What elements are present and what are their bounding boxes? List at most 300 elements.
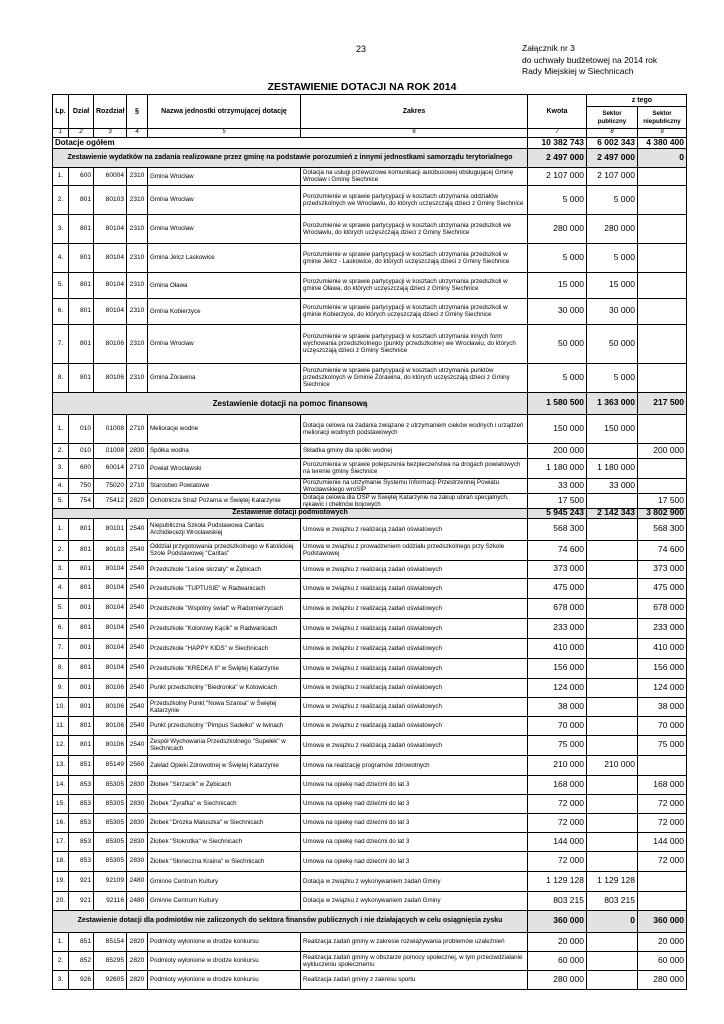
row-nonpublic	[638, 755, 687, 775]
row-rozdzial: 60004	[94, 167, 127, 185]
table-row	[53, 735, 687, 755]
row-public	[587, 775, 638, 794]
table-row	[53, 324, 687, 363]
row-kwota: 33 000	[528, 478, 587, 493]
row-paragraph: 2540	[127, 678, 148, 697]
row-lp: 6.	[53, 618, 69, 638]
table-row	[53, 518, 687, 540]
row-name: Punkt przedszkolny "Pimpuś Sadełko" w Iwinach	[148, 716, 301, 735]
row-kwota: 17 500	[528, 493, 587, 508]
row-dzial: 010	[69, 414, 94, 443]
header-zakres: Zakres	[301, 95, 528, 129]
row-nonpublic	[638, 324, 687, 363]
table-row	[53, 185, 687, 214]
row-dzial: 801	[69, 716, 94, 735]
total-kwota: 10 382 743	[528, 137, 587, 148]
row-rozdzial: 85305	[94, 832, 127, 851]
table-row	[53, 891, 687, 910]
row-lp: 1.	[53, 518, 69, 540]
row-public: 2 107 000	[587, 167, 638, 185]
row-lp: 4.	[53, 478, 69, 493]
row-dzial: 600	[69, 458, 94, 478]
section-public: 0	[587, 910, 638, 932]
section-nonpublic: 217 500	[638, 392, 687, 414]
table-row	[53, 363, 687, 392]
header-rozdzial: Rozdział	[94, 95, 127, 129]
row-kwota: 1 180 000	[528, 458, 587, 478]
row-paragraph: 2710	[127, 458, 148, 478]
row-dzial: 801	[69, 678, 94, 697]
page-number: 23	[356, 44, 367, 54]
table-row	[53, 560, 687, 578]
row-kwota: 50 000	[528, 324, 587, 363]
header-dzial: Dział	[69, 95, 94, 129]
row-lp: 20.	[53, 891, 69, 910]
column-number: 5	[148, 129, 301, 138]
table-row	[53, 478, 687, 493]
row-paragraph: 2560	[127, 755, 148, 775]
row-public	[587, 951, 638, 970]
row-zakres: Umowa w związku z realizacją zadań oświatowych	[301, 658, 528, 678]
row-name: Żłobek "Stokrotka" w Siechnicach	[148, 832, 301, 851]
row-nonpublic	[638, 243, 687, 272]
row-lp: 4.	[53, 578, 69, 598]
row-rozdzial: 85305	[94, 813, 127, 832]
row-rozdzial: 80106	[94, 735, 127, 755]
row-paragraph: 2540	[127, 578, 148, 598]
row-public: 280 000	[587, 214, 638, 243]
header-nonpublic: Sektor niepubliczny	[638, 107, 687, 129]
table-row	[53, 578, 687, 598]
row-name: Gmina Oława	[148, 272, 301, 298]
row-paragraph: 2830	[127, 443, 148, 458]
row-kwota: 410 000	[528, 638, 587, 658]
table-row	[53, 794, 687, 813]
row-name: Przedszkole "TUPTUSIE" w Radwanicach	[148, 578, 301, 598]
row-lp: 3.	[53, 458, 69, 478]
row-lp: 17.	[53, 832, 69, 851]
row-name: Przedszkolny Punkt "Nowa Szansa" w Świętej Katarzynie	[148, 697, 301, 716]
row-nonpublic: 144 000	[638, 832, 687, 851]
row-paragraph: 2820	[127, 951, 148, 970]
row-kwota: 30 000	[528, 298, 587, 324]
row-kwota: 210 000	[528, 755, 587, 775]
table-row	[53, 540, 687, 560]
attachment-note	[522, 43, 657, 78]
row-zakres: Porozumienie w sprawie partycypacji w kosztach utrzymania oddziałów przedszkolnych we Wrocławiu, do których uczęszczają dzieci z Gminy Siechnice	[301, 185, 528, 214]
row-name: Podmioty wyłonione w drodze konkursu	[148, 970, 301, 989]
total-nonpublic: 4 380 400	[638, 137, 687, 148]
table-row	[53, 813, 687, 832]
row-rozdzial: 85154	[94, 932, 127, 951]
row-kwota: 803 215	[528, 891, 587, 910]
header-lp: Lp.	[53, 95, 69, 129]
row-zakres: Umowa w związku z realizacją zadań oświatowych	[301, 578, 528, 598]
row-rozdzial: 80104	[94, 243, 127, 272]
section-kwota: 1 580 500	[528, 392, 587, 414]
row-zakres: Dotacja w związku z wykonywaniem zadań Gminy	[301, 891, 528, 910]
table-row	[53, 414, 687, 443]
header-name: Nazwa jednostki otrzymującej dotację	[148, 95, 301, 129]
row-lp: 18.	[53, 851, 69, 871]
row-zakres: Porozumienie w sprawie partycypacji w kosztach utrzymania przedszkoli w gminie Kobierzyce, do których uczęszczają dzieci z Gminy Siechnice	[301, 298, 528, 324]
row-public: 210 000	[587, 755, 638, 775]
row-dzial: 801	[69, 298, 94, 324]
row-zakres: Porozumienie na utrzymanie Systemu Informacji Przestrzennej Powiatu Wrocławskiego wroSIP	[301, 478, 528, 493]
table-row	[53, 851, 687, 871]
row-kwota: 72 000	[528, 851, 587, 871]
row-public	[587, 794, 638, 813]
row-rozdzial: 80106	[94, 716, 127, 735]
row-kwota: 60 000	[528, 951, 587, 970]
row-public: 15 000	[587, 272, 638, 298]
row-lp: 16.	[53, 813, 69, 832]
subsidy-table	[52, 94, 687, 990]
row-zakres: Umowa w związku z realizacją zadań oświatowych	[301, 598, 528, 618]
row-nonpublic: 373 000	[638, 560, 687, 578]
row-public: 30 000	[587, 298, 638, 324]
row-dzial: 600	[69, 167, 94, 185]
row-rozdzial: 80104	[94, 658, 127, 678]
row-public: 150 000	[587, 414, 638, 443]
row-nonpublic	[638, 891, 687, 910]
row-kwota: 5 000	[528, 185, 587, 214]
row-nonpublic: 475 000	[638, 578, 687, 598]
row-name: Przedszkole "Kolorowy Kącik" w Radwanicach	[148, 618, 301, 638]
row-zakres: Umowa na opiekę nad dziećmi do lat 3	[301, 794, 528, 813]
row-nonpublic: 70 000	[638, 716, 687, 735]
row-dzial: 801	[69, 618, 94, 638]
row-kwota: 475 000	[528, 578, 587, 598]
row-public	[587, 618, 638, 638]
row-rozdzial: 75020	[94, 478, 127, 493]
column-number: 7	[528, 129, 587, 138]
row-name: Gmina Wrocław	[148, 324, 301, 363]
table-row	[53, 932, 687, 951]
row-rozdzial: 80106	[94, 324, 127, 363]
row-kwota: 144 000	[528, 832, 587, 851]
row-rozdzial: 80106	[94, 697, 127, 716]
row-lp: 5.	[53, 272, 69, 298]
row-dzial: 754	[69, 493, 94, 508]
column-number: 6	[301, 129, 528, 138]
row-nonpublic: 233 000	[638, 618, 687, 638]
row-public	[587, 638, 638, 658]
row-public: 33 000	[587, 478, 638, 493]
row-zakres: Dotacja na usługi przewozowe komunikacji autobusowej obsługującej Gminę Wrocław i Gminę Siechnice	[301, 167, 528, 185]
row-paragraph: 2540	[127, 697, 148, 716]
row-name: Starostwo Powiatowe	[148, 478, 301, 493]
row-zakres: Umowa w związku z prowadzeniem oddziału przedszkolnego przy Szkole Podstawowej	[301, 540, 528, 560]
row-name: Zespół Wychowania Przedszkolnego "Supełek" w Siechnicach	[148, 735, 301, 755]
row-lp: 11.	[53, 716, 69, 735]
row-kwota: 373 000	[528, 560, 587, 578]
row-kwota: 200 000	[528, 443, 587, 458]
row-rozdzial: 85149	[94, 755, 127, 775]
row-kwota: 74 600	[528, 540, 587, 560]
table-row	[53, 243, 687, 272]
row-public	[587, 658, 638, 678]
row-rozdzial: 80104	[94, 598, 127, 618]
section-title: Zestawienie dotacji na pomoc finansową	[53, 392, 528, 414]
section-public: 1 363 000	[587, 392, 638, 414]
row-nonpublic: 156 000	[638, 658, 687, 678]
row-zakres: Umowa na opiekę nad dziećmi do lat 3	[301, 851, 528, 871]
row-lp: 3.	[53, 214, 69, 243]
row-dzial: 801	[69, 272, 94, 298]
row-dzial: 801	[69, 735, 94, 755]
row-lp: 13.	[53, 755, 69, 775]
row-public	[587, 697, 638, 716]
row-name: Spółka wodna	[148, 443, 301, 458]
row-zakres: Porozumienie w sprawie partycypacji w kosztach utrzymania punktów przedszkolnych w Gminie Żórawina, do których uczęszczają dzieci z Gminy Siechnice	[301, 363, 528, 392]
row-kwota: 75 000	[528, 735, 587, 755]
row-paragraph: 2540	[127, 560, 148, 578]
row-paragraph: 2820	[127, 493, 148, 508]
row-nonpublic: 38 000	[638, 697, 687, 716]
row-paragraph: 2540	[127, 540, 148, 560]
section-public: 2 142 343	[587, 508, 638, 518]
row-name: Przedszkole "HAPPY KIDS" w Siechnicach	[148, 638, 301, 658]
header-kwota: Kwota	[528, 95, 587, 129]
table-row	[53, 970, 687, 989]
row-nonpublic: 168 000	[638, 775, 687, 794]
row-name: Powiat Wrocławski	[148, 458, 301, 478]
row-dzial: 801	[69, 658, 94, 678]
row-public	[587, 716, 638, 735]
header-paragraph: §	[127, 95, 148, 129]
row-name: Przedszkole "Leśne skrzaty" w Żębicach	[148, 560, 301, 578]
row-rozdzial: 80104	[94, 638, 127, 658]
row-zakres: Umowa na realizację programów zdrowotnych	[301, 755, 528, 775]
row-kwota: 1 129 128	[528, 871, 587, 891]
row-nonpublic: 568 300	[638, 518, 687, 540]
attachment-line: Rady Miejskiej w Siechnicach	[522, 66, 634, 76]
header-public: Sektor publiczny	[587, 107, 638, 129]
row-lp: 4.	[53, 243, 69, 272]
row-lp: 3.	[53, 970, 69, 989]
table-row	[53, 697, 687, 716]
row-kwota: 168 000	[528, 775, 587, 794]
row-dzial: 853	[69, 851, 94, 871]
row-name: Niepubliczna Szkoła Podstawowa Caritas Archidiecezji Wrocławskiej	[148, 518, 301, 540]
row-lp: 5.	[53, 493, 69, 508]
row-nonpublic: 280 000	[638, 970, 687, 989]
row-nonpublic	[638, 272, 687, 298]
table-row	[53, 716, 687, 735]
row-public	[587, 678, 638, 697]
row-rozdzial: 80104	[94, 298, 127, 324]
row-lp: 14.	[53, 775, 69, 794]
row-lp: 2.	[53, 540, 69, 560]
column-number: 2	[69, 129, 94, 138]
row-rozdzial: 60014	[94, 458, 127, 478]
row-nonpublic: 75 000	[638, 735, 687, 755]
row-nonpublic: 200 000	[638, 443, 687, 458]
row-dzial: 851	[69, 932, 94, 951]
section-kwota: 360 000	[528, 910, 587, 932]
row-nonpublic: 72 000	[638, 813, 687, 832]
row-public: 1 129 128	[587, 871, 638, 891]
row-dzial: 801	[69, 243, 94, 272]
row-dzial: 853	[69, 775, 94, 794]
row-rozdzial: 85305	[94, 851, 127, 871]
section-header-row	[53, 910, 687, 932]
row-lp: 8.	[53, 658, 69, 678]
row-kwota: 150 000	[528, 414, 587, 443]
column-number: 9	[638, 129, 687, 138]
row-rozdzial: 80104	[94, 272, 127, 298]
section-nonpublic: 3 802 900	[638, 508, 687, 518]
table-row	[53, 755, 687, 775]
row-lp: 7.	[53, 638, 69, 658]
row-name: Gmina Kobierzyce	[148, 298, 301, 324]
row-public: 5 000	[587, 363, 638, 392]
row-zakres: Umowa na opiekę nad dziećmi do lat 3	[301, 775, 528, 794]
row-rozdzial: 80104	[94, 560, 127, 578]
row-zakres: Realizacja zadań gminy w obszarze pomocy społecznej, w tym przeciwdziałanie wykluczeniu społecznemu	[301, 951, 528, 970]
row-dzial: 853	[69, 794, 94, 813]
row-zakres: Dotacja celowa dla OSP w Świętej Katarzynie na zakup ubrań specjalnych, rękawic i chełmów bojowych	[301, 493, 528, 508]
table-row	[53, 458, 687, 478]
column-number: 4	[127, 129, 148, 138]
row-zakres: Składka gminy dla spółki wodnej	[301, 443, 528, 458]
row-rozdzial: 80104	[94, 578, 127, 598]
row-zakres: Porozumienie w sprawie partycypacji w kosztach utrzymania przedszkoli we Wrocławiu, do których uczęszczają dzieci z Gminy Siechnice	[301, 214, 528, 243]
row-name: Gmina Żórawina	[148, 363, 301, 392]
row-paragraph: 2540	[127, 716, 148, 735]
row-lp: 1.	[53, 932, 69, 951]
row-zakres: Porozumienie w sprawie partycypacji w kosztach utrzymania przedszkoli w gminie Oława, do których uczęszczają dzieci z Gminy Siechnice	[301, 272, 528, 298]
row-paragraph: 2540	[127, 598, 148, 618]
row-public: 1 180 000	[587, 458, 638, 478]
row-nonpublic	[638, 214, 687, 243]
row-nonpublic: 60 000	[638, 951, 687, 970]
row-name: Gmina Wrocław	[148, 214, 301, 243]
row-dzial: 801	[69, 214, 94, 243]
row-nonpublic: 20 000	[638, 932, 687, 951]
section-public: 2 497 000	[587, 148, 638, 167]
row-dzial: 801	[69, 638, 94, 658]
row-public	[587, 832, 638, 851]
section-header-row	[53, 508, 687, 518]
section-nonpublic: 360 000	[638, 910, 687, 932]
row-paragraph: 2310	[127, 363, 148, 392]
row-paragraph: 2710	[127, 414, 148, 443]
row-public: 50 000	[587, 324, 638, 363]
row-public	[587, 518, 638, 540]
row-rozdzial: 92109	[94, 871, 127, 891]
row-public: 803 215	[587, 891, 638, 910]
row-name: Gmina Wrocław	[148, 185, 301, 214]
section-header-row	[53, 392, 687, 414]
row-rozdzial: 75412	[94, 493, 127, 508]
row-zakres: Dotacja w związku z wykonywaniem zadań Gminy	[301, 871, 528, 891]
row-kwota: 124 000	[528, 678, 587, 697]
row-dzial: 801	[69, 540, 94, 560]
row-lp: 19.	[53, 871, 69, 891]
total-public: 6 002 343	[587, 137, 638, 148]
attachment-line: Załącznik nr 3	[522, 43, 575, 53]
row-paragraph: 2540	[127, 638, 148, 658]
row-kwota: 678 000	[528, 598, 587, 618]
row-dzial: 801	[69, 185, 94, 214]
row-name: Ochotnicza Straż Pożarna w Świętej Katarzynie	[148, 493, 301, 508]
table-row	[53, 951, 687, 970]
row-name: Żłobek "Drózka Maluszka" w Siechnicach	[148, 813, 301, 832]
row-lp: 10.	[53, 697, 69, 716]
row-kwota: 5 000	[528, 243, 587, 272]
row-public	[587, 598, 638, 618]
row-paragraph: 2310	[127, 243, 148, 272]
row-rozdzial: 80106	[94, 363, 127, 392]
row-nonpublic	[638, 414, 687, 443]
row-name: Gminne Centrum Kultury	[148, 871, 301, 891]
row-dzial: 010	[69, 443, 94, 458]
row-zakres: Umowa w związku z realizacją zadań oświatowych	[301, 618, 528, 638]
row-zakres: Realizacja zadań gminy w zakresie rozwiązywania problemów uzależnień	[301, 932, 528, 951]
row-zakres: Porozumienie w sprawie partycypacji w kosztach utrzymania przedszkoli w gminie Jelcz - Laskowice, do których uczęszczają dzieci z Gminy Siechnice	[301, 243, 528, 272]
table-row	[53, 678, 687, 697]
row-rozdzial: 80104	[94, 618, 127, 638]
row-kwota: 5 000	[528, 363, 587, 392]
row-rozdzial: 80103	[94, 540, 127, 560]
row-rozdzial: 85305	[94, 794, 127, 813]
row-zakres: Umowa w związku z realizacją zadań oświatowych	[301, 735, 528, 755]
section-title: Zestawienie wydatków na zadania realizowane przez gminę na podstawie porozumień z innymi jednostkami samorządu terytorialnego	[53, 148, 528, 167]
row-zakres: Porozumienie w sprawie partycypacji w kosztach utrzymania innych form wychowania przedszkolnego (punkty przedszkolne) we Wrocławiu, do których uczęszczają dzieci z Gminy Siechnice	[301, 324, 528, 363]
row-rozdzial: 92116	[94, 891, 127, 910]
row-zakres: Umowa na opiekę nad dziećmi do lat 3	[301, 832, 528, 851]
section-header-row	[53, 148, 687, 167]
row-zakres: Umowa w związku z realizacją zadań oświatowych	[301, 560, 528, 578]
table-row	[53, 871, 687, 891]
row-zakres: Umowa w związku z realizacją zadań oświatowych	[301, 716, 528, 735]
row-rozdzial: 85305	[94, 775, 127, 794]
row-lp: 2.	[53, 951, 69, 970]
row-lp: 12.	[53, 735, 69, 755]
table-row	[53, 832, 687, 851]
row-paragraph: 2310	[127, 272, 148, 298]
row-paragraph: 2310	[127, 298, 148, 324]
row-name: Punkt przedszkolny "Biedronka" w Kotowicach	[148, 678, 301, 697]
row-nonpublic	[638, 298, 687, 324]
row-dzial: 801	[69, 363, 94, 392]
row-name: Podmioty wyłonione w drodze konkursu	[148, 951, 301, 970]
table-row	[53, 214, 687, 243]
row-public	[587, 932, 638, 951]
row-paragraph: 2820	[127, 932, 148, 951]
row-kwota: 20 000	[528, 932, 587, 951]
row-public: 5 000	[587, 243, 638, 272]
row-lp: 1.	[53, 167, 69, 185]
row-rozdzial: 85295	[94, 951, 127, 970]
table-row	[53, 298, 687, 324]
row-rozdzial: 01008	[94, 414, 127, 443]
table-row	[53, 598, 687, 618]
section-title: Zestawienie dotacji podmiotowych	[53, 508, 528, 518]
row-public	[587, 493, 638, 508]
table-row	[53, 638, 687, 658]
row-paragraph: 2830	[127, 813, 148, 832]
row-dzial: 801	[69, 697, 94, 716]
row-dzial: 853	[69, 813, 94, 832]
row-zakres: Umowa w związku z realizacją zadań oświatowych	[301, 638, 528, 658]
row-public	[587, 540, 638, 560]
row-paragraph: 2310	[127, 185, 148, 214]
document-title: ZESTAWIENIE DOTACJI NA ROK 2014	[267, 81, 457, 93]
row-name: Gminne Centrum Kultury	[148, 891, 301, 910]
